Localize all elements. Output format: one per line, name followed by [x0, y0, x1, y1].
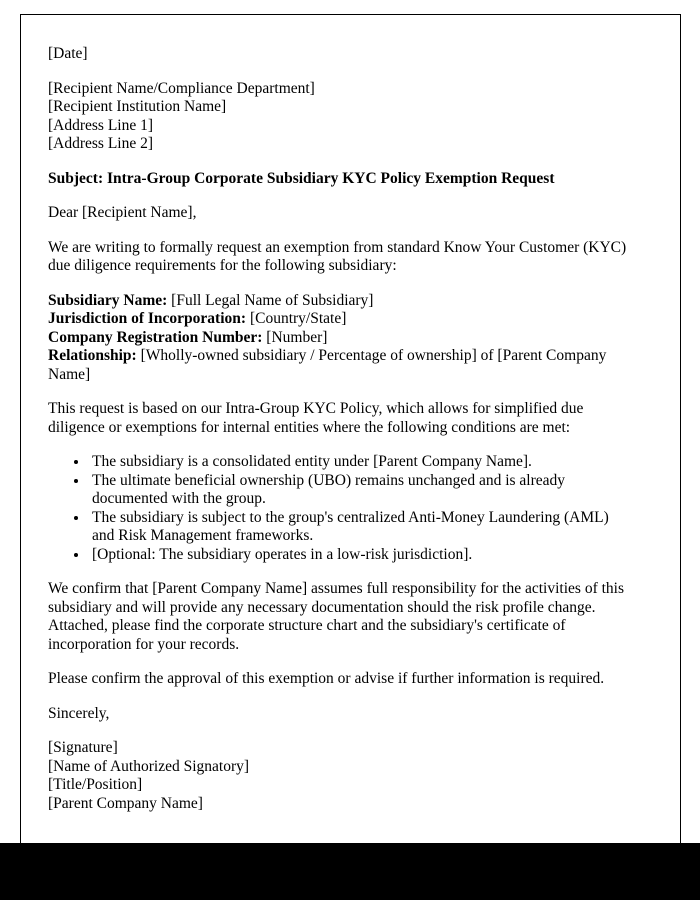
signature-block	[48, 739, 628, 813]
recipient-line: [Recipient Institution Name]	[48, 98, 227, 115]
detail-line	[48, 347, 628, 384]
condition-item: • The ultimate beneficial ownership (UBO) remains unchanged and is already documented with the group.	[89, 472, 628, 509]
signature-line: [Signature]	[48, 739, 118, 756]
recipient-line: [Recipient Name/Compliance Department]	[48, 79, 315, 97]
detail-label: Relationship:	[48, 347, 137, 364]
detail-line	[48, 310, 628, 329]
signature-line: [Name of Authorized Signatory]	[48, 757, 250, 775]
subsidiary-details	[48, 292, 628, 385]
conditions-list	[48, 453, 628, 564]
detail-label: Company Registration Number:	[48, 328, 263, 346]
detail-line	[48, 329, 628, 348]
date-line: [Date]	[48, 45, 88, 62]
detail-value: [Wholly-owned subsidiary / Percentage of ownership] of [Parent Company Name]	[48, 347, 607, 383]
signature-line: [Title/Position]	[48, 776, 143, 793]
bottom-black-bar	[0, 843, 700, 900]
detail-line	[48, 292, 628, 311]
letter-page	[20, 14, 681, 843]
detail-value: [Number]	[262, 328, 328, 346]
detail-label: Subsidiary Name:	[48, 291, 168, 309]
condition-item: • The subsidiary is subject to the group's centralized Anti-Money Laundering (AML) and Risk Management frameworks.	[89, 509, 628, 546]
detail-value: [Full Legal Name of Subsidiary]	[167, 291, 374, 309]
recipient-line: [Address Line 1]	[48, 116, 154, 134]
salutation: Dear [Recipient Name],	[48, 204, 197, 221]
condition-item: • The subsidiary is a consolidated entity under [Parent Company Name].	[89, 453, 628, 472]
intro-paragraph: We are writing to formally request an exemption from standard Know Your Customer (KYC) due diligence requirements for the following subsidiary:	[48, 238, 627, 274]
recipient-block	[48, 80, 628, 154]
subject-line: Subject: Intra-Group Corporate Subsidiary KYC Policy Exemption Request	[48, 169, 555, 187]
detail-label: Jurisdiction of Incorporation:	[48, 310, 247, 327]
closing: Sincerely,	[48, 704, 110, 722]
policy-paragraph: This request is based on our Intra-Group KYC Policy, which allows for simplified due diligence or exemptions for internal entities where the following conditions are met:	[48, 400, 584, 436]
recipient-line: [Address Line 2]	[48, 135, 154, 152]
confirmation-paragraph: We confirm that [Parent Company Name] assumes full responsibility for the activities of this subsidiary and will provide any necessary documentation should the risk profile change. Attached, please find the corporate structure chart and the subsidiary's certificate of incorporation for your records.	[48, 580, 624, 653]
signature-line: [Parent Company Name]	[48, 794, 203, 812]
condition-item: • [Optional: The subsidiary operates in a low-risk jurisdiction].	[89, 546, 628, 565]
approval-paragraph: Please confirm the approval of this exemption or advise if further information is required.	[48, 670, 605, 687]
detail-value: [Country/State]	[246, 310, 347, 327]
